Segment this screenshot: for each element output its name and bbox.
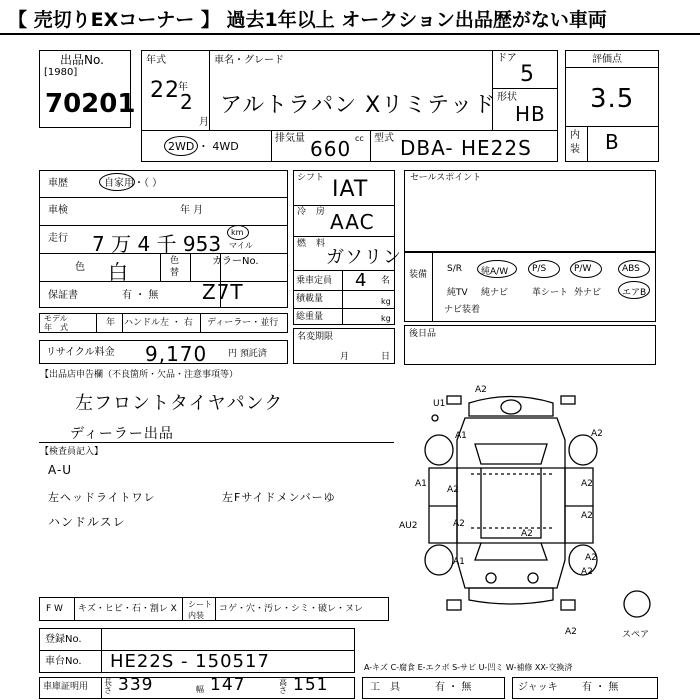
mileage-label: 走行 xyxy=(48,233,68,244)
equip-opt-r1-4: ABS xyxy=(622,264,640,274)
history-value: 自家用・（ ） xyxy=(104,178,163,189)
chassis-value: HE22S - 150517 xyxy=(110,651,270,672)
damage-mark: A2 xyxy=(447,485,459,495)
inspector-note-2: 左ヘッドライトワレ xyxy=(48,491,156,504)
header-title: 【 売切りEXコーナー 】 過去1年以上 オークション出品歴がない車両 xyxy=(8,9,607,31)
warranty-label: 保証書 xyxy=(48,290,78,301)
declaration-label: 【出品店申告欄（不良箇所・欠品・注意事項等） xyxy=(40,370,239,380)
equip-opt-r1-circle-1 xyxy=(477,260,517,278)
displacement-unit: cc xyxy=(355,134,364,143)
jack-label: ジャッキ xyxy=(518,682,558,693)
equip-opt-r2-0: 純TV xyxy=(447,288,468,298)
month-unit: 月 xyxy=(199,117,209,128)
year-unit: 年 xyxy=(178,82,188,93)
score-label: 評価点 xyxy=(592,54,622,65)
inspector-note-3: 左Fサイドメンバーゆ xyxy=(222,491,336,504)
recycle-unit: 円 預託済 xyxy=(228,349,267,359)
mileage-value: 7 万 4 千 953 xyxy=(92,232,222,256)
after-block xyxy=(404,325,656,365)
damage-mark: A2 xyxy=(585,553,597,563)
tools-label: 工 具 xyxy=(370,682,400,693)
shape-value: HB xyxy=(515,102,546,126)
garage-cert-label: 車庫証明用 xyxy=(43,682,89,692)
year-label: 年式 xyxy=(146,55,166,66)
fuel-label-2: 料 xyxy=(316,239,326,249)
fuel-label-1: 燃 xyxy=(297,239,307,249)
damage-mark: A2 xyxy=(565,627,577,637)
equip-opt-r1-0: S/R xyxy=(447,264,462,274)
capacity-value: 4 xyxy=(355,270,368,291)
model-label: 型式 xyxy=(374,133,394,144)
width-label: 幅 xyxy=(196,685,204,694)
name-label: 車名・グレード xyxy=(214,55,284,66)
displacement-label: 排気量 xyxy=(275,133,305,144)
equip-opt-r2-1: 純ナビ xyxy=(481,288,509,298)
seat-damage-types: コゲ・穴・汚レ・シミ・破レ・ヌレ xyxy=(219,604,364,614)
damage-mark: A2 xyxy=(581,479,593,489)
header-bar xyxy=(0,0,700,35)
fuel-value: ガソリン xyxy=(326,247,402,268)
fw-label: F W xyxy=(46,604,63,614)
recycle-value: 9,170 xyxy=(145,342,208,366)
score-value: 3.5 xyxy=(590,84,635,114)
equip-opt-r1-circle-4 xyxy=(618,260,650,278)
shaken-value: 年 月 xyxy=(180,205,204,216)
rename-label: 名変期限 xyxy=(297,332,334,342)
damage-mark: A1 xyxy=(453,557,465,567)
length-value: 339 xyxy=(118,675,154,695)
load-unit: kg xyxy=(381,297,391,306)
lot-number: 70201 xyxy=(45,89,136,119)
history-label: 車歴 xyxy=(48,178,68,189)
displacement-value: 660 xyxy=(310,137,352,161)
warranty-value: 有 ・ 無 xyxy=(122,290,159,301)
rename-month: 月 xyxy=(340,352,350,362)
equip-opt-r2-4: エアB xyxy=(622,288,647,298)
spare-label: スペア xyxy=(622,630,650,640)
dealer-label: ディーラー・並行 xyxy=(207,318,279,328)
sales-label: セールスポイント xyxy=(410,173,482,183)
equip-opt-r2-circle-4 xyxy=(618,281,650,299)
month-value: 2 xyxy=(180,90,194,114)
damage-mark: A2 xyxy=(581,511,593,521)
damage-mark: A2 xyxy=(475,385,487,395)
registration-label: 登録No. xyxy=(45,634,82,645)
drive-value: 2WD ・ 4WD xyxy=(168,140,239,153)
seat-label-2: 内装 xyxy=(188,611,204,620)
height-label: 高さ xyxy=(279,678,287,695)
mile-unit: マイル xyxy=(229,241,253,250)
capacity-label: 乗車定員 xyxy=(296,276,333,286)
weight-label: 総重量 xyxy=(296,312,324,322)
damage-mark: A2 xyxy=(521,529,533,539)
equip-opt-r1-circle-2 xyxy=(528,260,560,278)
interior-label-1: 内 xyxy=(570,130,580,141)
color-change-2: 替 xyxy=(170,268,180,278)
equipment-label: 装備 xyxy=(409,270,428,280)
length-label: 長さ xyxy=(104,678,112,695)
chassis-label: 車台No. xyxy=(45,656,82,667)
equip-opt-r2-3: 外ナビ xyxy=(574,288,602,298)
color-change-1: 色 xyxy=(170,256,180,266)
damage-mark: AU2 xyxy=(399,521,418,531)
shift-value: IAT xyxy=(332,177,369,202)
equip-opt-r1-circle-3 xyxy=(570,260,602,278)
equip-opt-r2-2: 革シート xyxy=(532,288,569,298)
color-label: 色 xyxy=(75,262,85,273)
doors-label: ドア xyxy=(497,53,517,64)
seat-label-1: シート xyxy=(188,600,212,609)
model-year-label-1: モデル xyxy=(44,314,68,323)
inspector-note-1: A-U xyxy=(48,463,73,477)
lot-label: 出品No. xyxy=(60,53,104,67)
declaration-line-1: 左フロントタイヤパンク xyxy=(75,393,284,414)
weight-unit: kg xyxy=(381,314,391,323)
jack-value: 有 ・ 無 xyxy=(582,682,619,693)
handle-label: ハンドル xyxy=(124,318,161,328)
damage-mark: A2 xyxy=(453,519,465,529)
equip-opt-r1-3: P/W xyxy=(574,264,592,274)
model-year-unit: 年 xyxy=(106,318,116,328)
after-label: 後日品 xyxy=(409,329,437,339)
equip-opt-r1-1: 純A/W xyxy=(481,267,509,277)
doors-value: 5 xyxy=(520,62,535,87)
color-no-value: Z7T xyxy=(202,280,244,304)
name-value: アルトラパン Xリミテッド xyxy=(220,93,497,118)
interior-value: B xyxy=(605,130,620,154)
aircon-value: AAC xyxy=(330,210,375,234)
damage-mark: A1 xyxy=(415,479,427,489)
model-year-label-2: 年 式 xyxy=(44,323,68,332)
tools-value: 有 ・ 無 xyxy=(435,682,472,693)
load-label: 積載量 xyxy=(296,294,324,304)
color-value: 白 xyxy=(108,260,129,284)
year-value: 22 xyxy=(150,78,180,103)
rename-day: 日 xyxy=(381,352,391,362)
shape-label: 形状 xyxy=(497,92,517,103)
interior-label-2: 装 xyxy=(570,144,580,155)
damage-legend: A-キズ C-腐食 E-エクボ S-サビ U-凹ミ W-補修 XX-交換済 xyxy=(364,663,573,672)
damage-types: キズ・ヒビ・石・割レ X xyxy=(78,604,177,614)
declaration-line-2: ディーラー出品 xyxy=(70,426,174,442)
height-value: 151 xyxy=(293,675,329,695)
capacity-unit: 名 xyxy=(381,276,391,286)
aircon-label-1: 冷 xyxy=(297,207,307,217)
damage-mark: A1 xyxy=(455,431,467,441)
handle-value: 左 ・ 右 xyxy=(160,318,193,328)
inspector-note-4: ハンドルスレ xyxy=(48,515,126,529)
equip-opt-r1-2: P/S xyxy=(532,264,547,274)
damage-mark: A2 xyxy=(591,429,603,439)
lot-year-tag: [1980] xyxy=(44,67,78,78)
shift-label: シフト xyxy=(297,173,325,183)
model-value: DBA- HE22S xyxy=(400,136,532,160)
recycle-label: リサイクル料金 xyxy=(46,347,115,358)
inspector-label: 【検査員記入】 xyxy=(40,447,104,457)
damage-mark: A2 xyxy=(581,567,593,577)
aircon-label-2: 房 xyxy=(316,207,326,217)
km-unit: km xyxy=(231,228,244,237)
damage-mark: U1 xyxy=(433,399,446,409)
shaken-label: 車検 xyxy=(48,205,68,216)
navi-label: ナビ装着 xyxy=(444,305,481,315)
color-no-label: カラーNo. xyxy=(212,256,259,267)
width-value: 147 xyxy=(210,675,246,695)
